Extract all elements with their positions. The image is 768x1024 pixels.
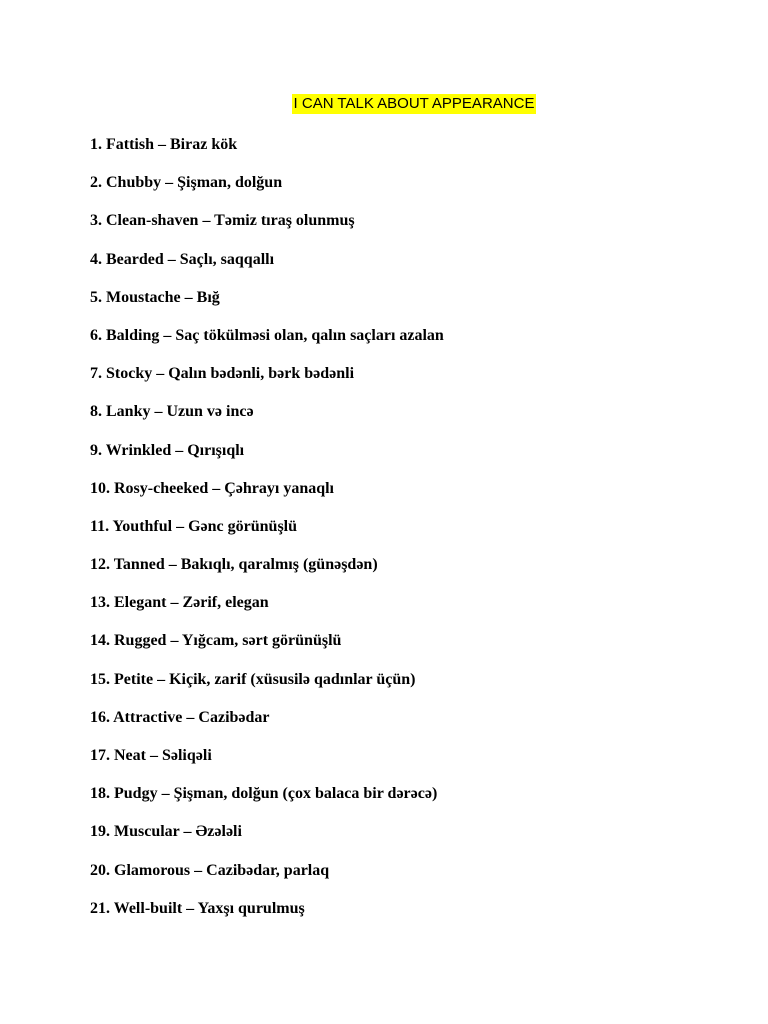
list-item: 20. Glamorous – Cazibədar, parlaq bbox=[90, 861, 330, 879]
list-item: 8. Lanky – Uzun və incə bbox=[90, 403, 254, 421]
list-item: 10. Rosy-cheeked – Çəhrayı yanaqlı bbox=[90, 479, 334, 497]
list-item: 9. Wrinkled – Qırışıqlı bbox=[90, 441, 245, 459]
list-item: 19. Muscular – Əzələli bbox=[90, 823, 242, 841]
list-item: 12. Tanned – Bakıqlı, qaralmış (günəşdən) bbox=[90, 556, 378, 574]
list-item: 7. Stocky – Qalın bədənli, bərk bədənli bbox=[90, 365, 355, 383]
list-item: 2. Chubby – Şişman, dolğun bbox=[90, 174, 283, 192]
list-item: 11. Youthful – Gənc görünüşlü bbox=[90, 517, 298, 535]
list-item: 4. Bearded – Saçlı, saqqallı bbox=[90, 250, 275, 268]
list-item: 1. Fattish – Biraz kök bbox=[90, 136, 238, 153]
page-title: I CAN TALK ABOUT APPEARANCE bbox=[293, 95, 535, 112]
list-item: 18. Pudgy – Şişman, dolğun (çox balaca bir dərəcə) bbox=[90, 785, 438, 803]
list-item: 6. Balding – Saç tökülməsi olan, qalın saçları azalan bbox=[90, 326, 444, 344]
vocabulary-list bbox=[90, 133, 444, 935]
list-item: 5. Moustache – Bığ bbox=[90, 288, 220, 306]
list-item: 13. Elegant – Zərif, elegan bbox=[90, 594, 269, 612]
title-container bbox=[0, 94, 768, 114]
list-item: 21. Well-built – Yaxşı qurulmuş bbox=[90, 899, 305, 917]
list-item: 17. Neat – Səliqəli bbox=[90, 747, 212, 764]
list-item: 16. Attractive – Cazibədar bbox=[90, 708, 270, 726]
list-item: 3. Clean-shaven – Təmiz tıraş olunmuş bbox=[90, 212, 355, 230]
list-item: 14. Rugged – Yığcam, sərt görünüşlü bbox=[90, 632, 342, 650]
list-item: 15. Petite – Kiçik, zarif (xüsusilə qadınlar üçün) bbox=[90, 670, 416, 688]
